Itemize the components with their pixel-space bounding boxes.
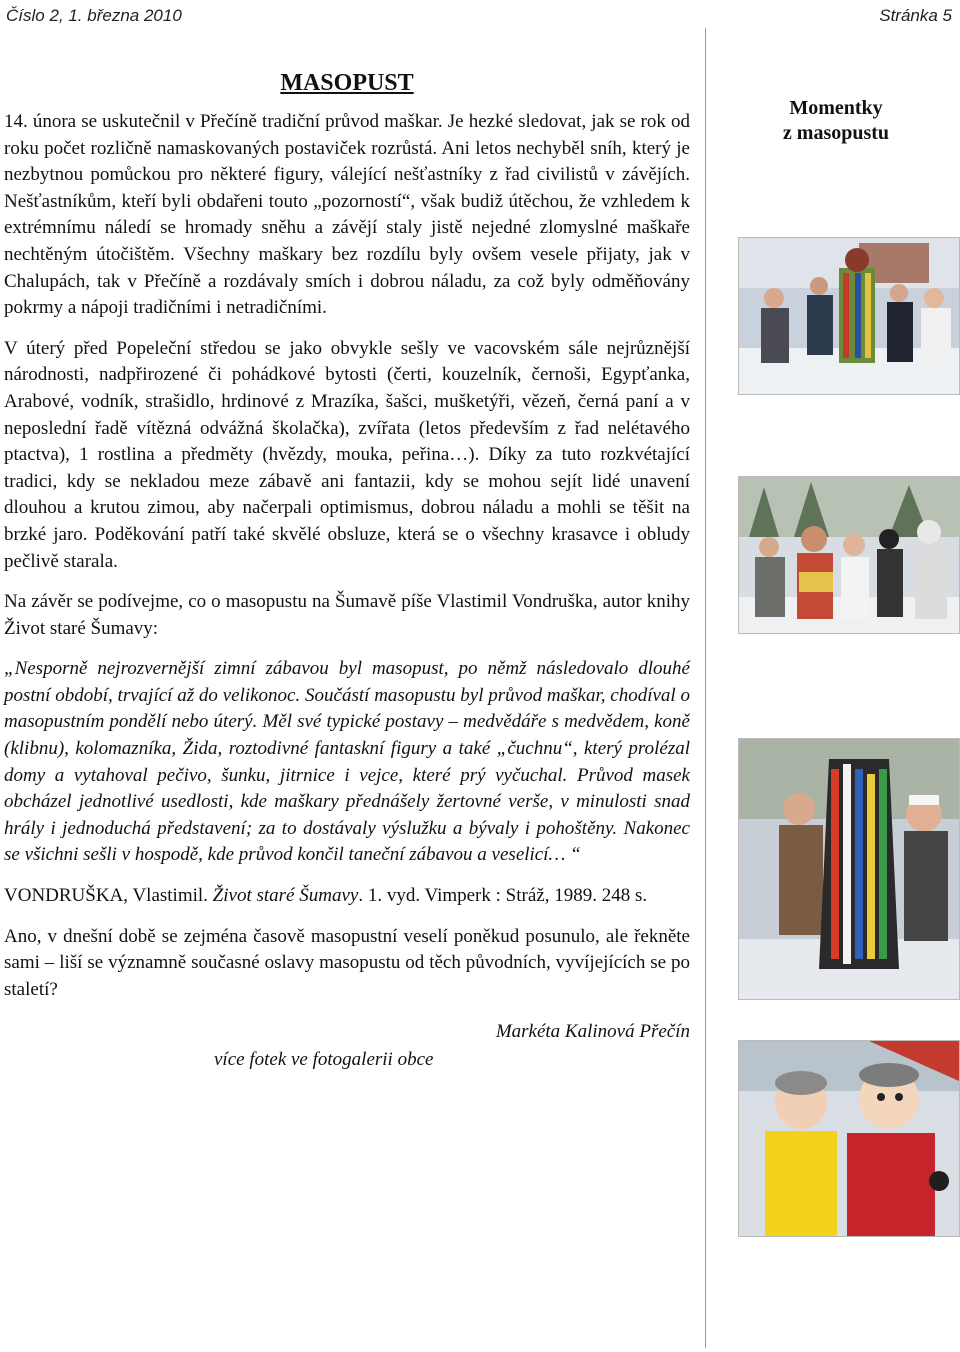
page-number: Stránka 5 — [879, 6, 952, 25]
author-signature: Markéta Kalinová Přečín — [495, 1021, 690, 1043]
more-photos-note: více fotek ve fotogalerii obce — [214, 1049, 434, 1071]
photo-carnival-1 — [738, 237, 960, 395]
sidebar-title — [712, 96, 960, 146]
paragraph-3: Na závěr se podívejme, co o masopustu na Šumavě píše Vlastimil Vondruška, autor knihy Život staré Šumavy: — [4, 591, 690, 639]
sidebar — [712, 96, 960, 160]
ref-book-title: Život staré Šumavy — [212, 885, 359, 907]
bibliography-reference — [4, 883, 690, 910]
paragraph-1: 14. února se uskutečnil v Přečíně tradiční průvod maškar. Je hezké sledovat, jak se rok od roku počet rozličně namaskovaných postaviček rozrůstá. Ani letos nechyběl sníh, který je nezbytnou pomůckou pro některé figury, válející nešťastníky z řad civilistů v závějích. Nešťastníkům, kteří byli obdařeni touto „pozorností“, však budiž útěchou, že vzhledem k extrémnímu náledí se hromady sněhu a závějí staly jistě nejedné zlomyslné maškaře nechtěným útočištěm. Všechny maškary bez rozdílu byly ovšem vesele přijaty, jak v Chalupách, tak v Přečíně a rozdávaly smích i dobrou náladu, za což byly odměňovány pokrmy a nápoji tradičními i netradičními. — [4, 111, 690, 319]
quote: „Nesporně nejrozvernější zimní zábavou byl masopust, po němž následovalo dlouhé postní období, trvající až do velikonoc. Součástí masopustu byl průvod maškar, chodíval o masopustním pondělí nebo úterý. Měl své typické postavy – medvědáře s medvědem, koně (klibnu), kolomazníka, Žida, roztodivné fantaskní figury a také „čuchnu“, který prolézal domy a vytahoval pečivo, šunku, jitrnice i vejce, které prý vyčuchal. Průvod masek obcházel jednotlivé usedlosti, kde maškary přednášely žertovné verše, v minulosti snad hrály i jednoduchá představení; za to dostávaly výslužku a bývaly i pohoštěny. Nakonec se všichni sešli v hospodě, kde průvod končil taneční zábavou a veselicí… “ — [4, 658, 690, 866]
sidebar-title-line2: z masopustu — [782, 122, 890, 144]
ref-author: VONDRUŠKA, Vlastimil. — [4, 885, 213, 907]
photo-carnival-4 — [738, 1040, 960, 1237]
issue-label: Číslo 2, 1. března 2010 — [6, 6, 182, 25]
photo-carnival-2 — [738, 476, 960, 634]
article-title: MASOPUST — [280, 70, 414, 96]
ref-details: . 1. vyd. Vimperk : Stráž, 1989. 248 s. — [358, 885, 648, 907]
article — [4, 70, 690, 1071]
sidebar-title-line1: Momentky — [789, 97, 883, 119]
paragraph-2: V úterý před Popeleční středou se jako obvykle sešly ve vacovském sále nejrůznější národnosti, nadpřirozené či pohádkové bytosti (čerti, kouzelník, černoši, Egypťanka, Arabové, vodník, strašidlo, hrdinové z Mrazíka, šašci, mušketýři, vězeň, černá paní a v neposlední řadě vítězná odvážná školačka), zvířata (letos především z řad nelétavého ptactva), 1 rostlina a předměty (hvězdy, mouka, peřina…). Díky za tuto rozkvétající tradici, kdy se nekladou meze zábavě ani fantazii, kdy se mohou sejít lidé unavení dlouhou a krutou zimou, aby načerpali optimismus, dobrou náladu a mohli se těšit na brzké jaro. Poděkování patří také skvělé obsluze, která se o všechny krasavce i obludy pečlivě starala. — [4, 337, 690, 572]
paragraph-4: Ano, v dnešní době se zejména časově masopustní veselí poněkud posunulo, ale řekněte sami – liší se významně současné oslavy masopustu od těch původních, vyvíjejících se po staletí? — [4, 925, 690, 1000]
photo-carnival-3 — [738, 738, 960, 1000]
column-divider — [705, 28, 706, 1348]
